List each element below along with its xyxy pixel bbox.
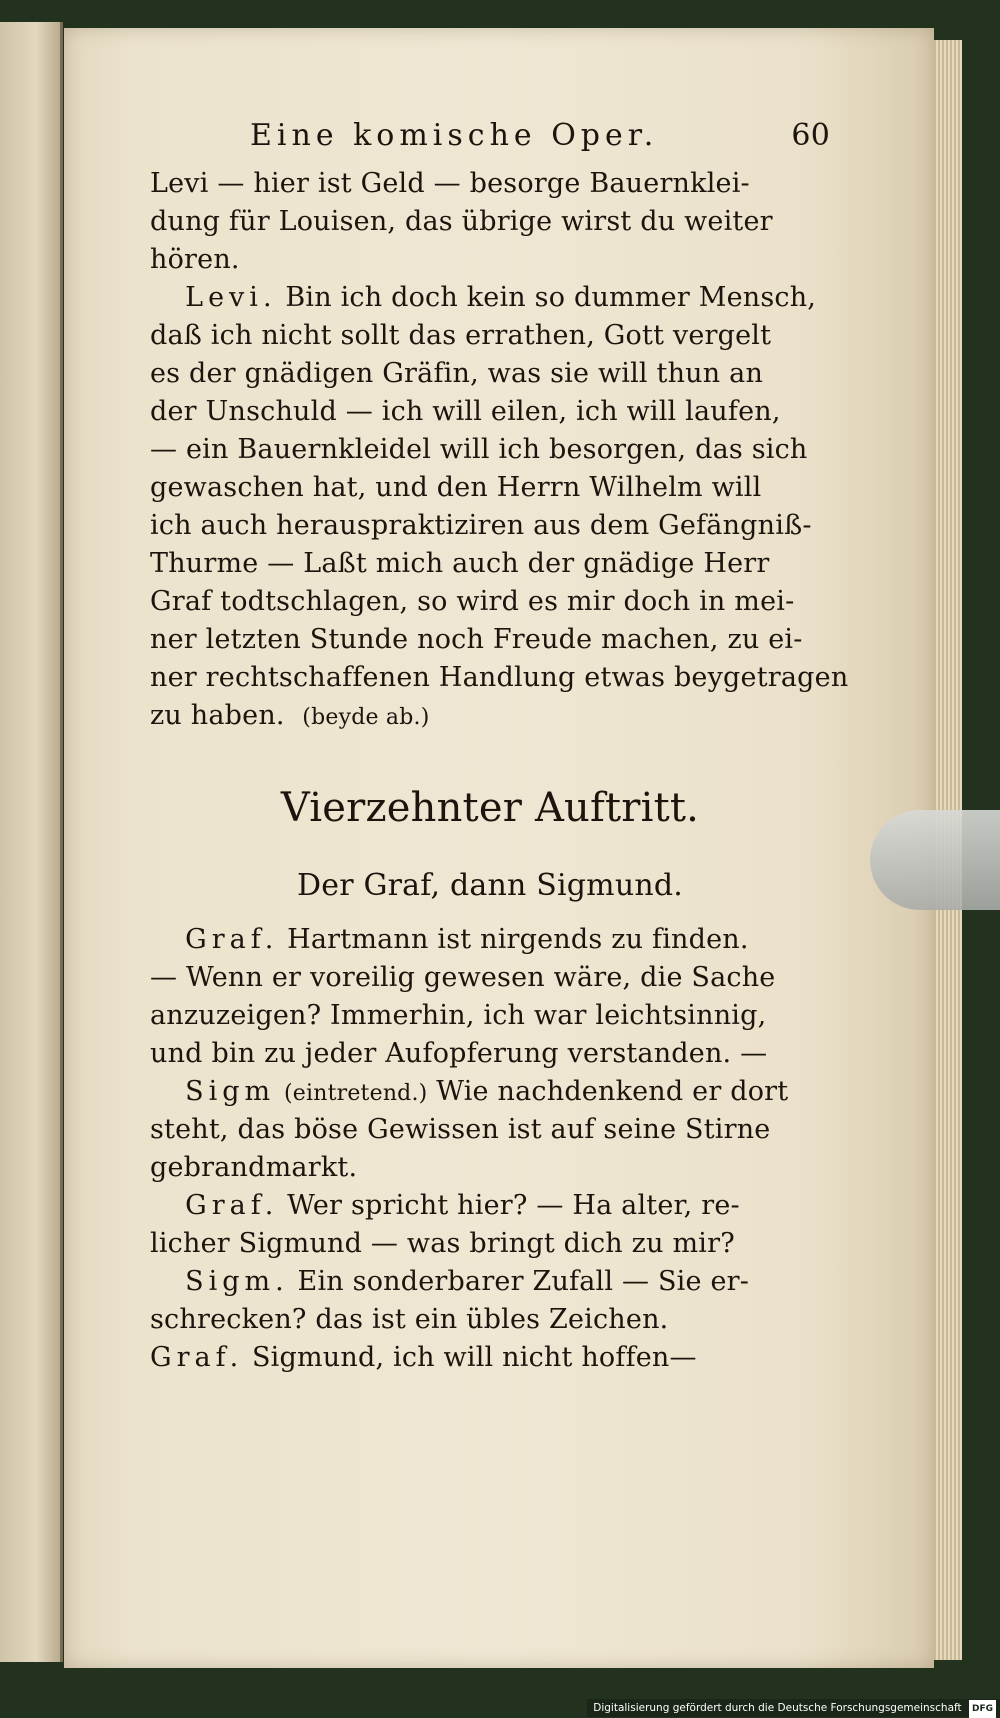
text-line: licher Sigmund — was bringt dich zu mir?	[150, 1228, 735, 1259]
text-line	[150, 1073, 830, 1111]
speech-text: Ein sonderbarer Zufall — Sie er-	[297, 1266, 750, 1297]
speech-text: Hartmann ist nirgends zu finden.	[287, 924, 749, 955]
text-line	[150, 1187, 830, 1225]
page-number: 60	[791, 118, 830, 153]
credit-text: Digitalisierung gefördert durch die Deutsche Forschungsgemeinschaft	[593, 1702, 962, 1714]
text-line: — Wenn er voreilig gewesen wäre, die Sache	[150, 962, 776, 993]
text-line	[150, 1263, 830, 1301]
speaker-name: Levi.	[185, 282, 277, 313]
text-line: ich auch herauspraktiziren aus dem Gefängniß-	[150, 510, 812, 541]
text-line	[150, 1339, 830, 1377]
speaker-name: Graf.	[185, 924, 279, 955]
text-line	[150, 279, 830, 317]
text-line: hören.	[150, 244, 240, 275]
text-line: dung für Louisen, das übrige wirst du weiter	[150, 206, 773, 237]
text-line: ner letzten Stunde noch Freude machen, zu ei-	[150, 624, 803, 655]
speech-text: Bin ich doch kein so dummer Mensch,	[285, 282, 817, 313]
text-line	[150, 921, 830, 959]
speaker-name: Sigm	[185, 1076, 276, 1107]
text-line: Thurme — Laßt mich auch der gnädige Herr	[150, 548, 770, 579]
scene-persons: Der Graf, dann Sigmund.	[296, 868, 684, 903]
speech-text: Wer spricht hier? — Ha alter, re-	[287, 1190, 740, 1221]
speech-text: zu haben.	[150, 700, 285, 731]
text-line: steht, das böse Gewissen ist auf seine Stirne	[150, 1114, 771, 1145]
text-line: gebrandmarkt.	[150, 1152, 358, 1183]
text-line: gewaschen hat, und den Herrn Wilhelm will	[150, 472, 762, 503]
text-line: der Unschuld — ich will eilen, ich will laufen,	[150, 396, 781, 427]
running-head	[150, 118, 830, 153]
page-text	[150, 118, 849, 1377]
text-line: Graf todtschlagen, so wird es mir doch in mei-	[150, 586, 795, 617]
left-page-edge	[0, 22, 63, 1662]
digitization-credit	[587, 1699, 1000, 1717]
scene-title: Vierzehnter Auftritt.	[280, 785, 700, 831]
text-line: daß ich nicht sollt das errathen, Gott vergelt	[150, 320, 772, 351]
text-line: — ein Bauernkleidel will ich besorgen, das sich	[150, 434, 808, 465]
text-line: schrecken? das ist ein übles Zeichen.	[150, 1304, 669, 1335]
text-line: und bin zu jeder Aufopferung verstanden. —	[150, 1038, 768, 1069]
speech-text: Wie nachdenkend er dort	[436, 1076, 789, 1107]
speaker-name: Graf.	[185, 1190, 279, 1221]
text-line: anzuzeigen? Immerhin, ich war leichtsinnig,	[150, 1000, 767, 1031]
speech-text: Sigmund, ich will nicht hoffen—	[251, 1342, 697, 1373]
running-title: Eine komische Oper.	[250, 118, 659, 153]
speaker-name: Sigm.	[185, 1266, 289, 1297]
text-line: Levi — hier ist Geld — besorge Bauernklei-	[150, 168, 750, 199]
stage-direction: (eintretend.)	[283, 1081, 428, 1106]
text-line	[150, 697, 830, 735]
speaker-name: Graf.	[150, 1342, 244, 1373]
stage-direction: (beyde ab.)	[302, 705, 430, 730]
bookmark-clip	[870, 810, 1000, 910]
dfg-logo: DFG	[969, 1700, 996, 1718]
text-line: ner rechtschaffenen Handlung etwas beygetragen	[150, 662, 849, 693]
text-line: es der gnädigen Gräfin, was sie will thun an	[150, 358, 764, 389]
